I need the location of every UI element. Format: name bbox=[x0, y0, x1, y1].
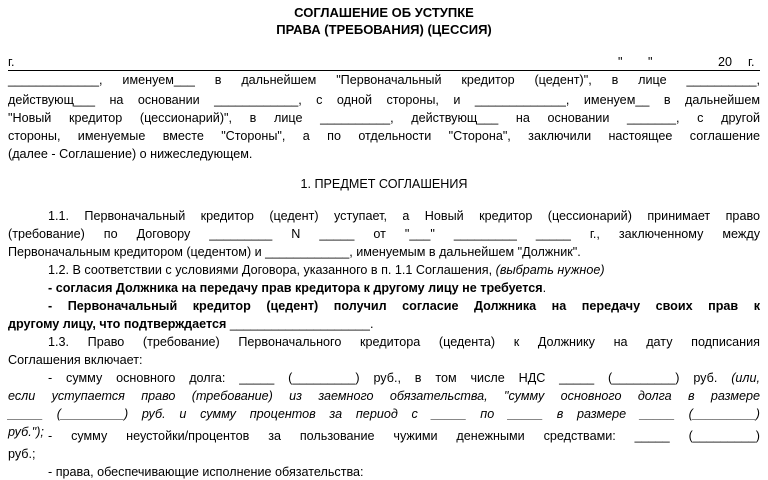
clause-1-2-line bbox=[48, 262, 760, 278]
option2-line1-text: - Первоначальный кредитор (цедент) получил согласие Должника на передачу своих прав к bbox=[48, 299, 760, 313]
clause-1-2-option1 bbox=[48, 280, 760, 296]
intro-line: (далее - Соглашение) о нижеследующем. bbox=[8, 147, 253, 161]
item-principal-italic: _____ (_________) руб. и сумму процентов за период с _____ по _____ в размере _____ (_________) bbox=[8, 407, 760, 421]
clause-1-2-option2-line1 bbox=[48, 298, 760, 314]
intro-line: стороны, именуемые вместе "Стороны", а по отдельности "Сторона", заключили настоящее соглашение bbox=[8, 129, 760, 143]
clause-1-2-option2-line2 bbox=[8, 316, 760, 332]
item-principal-note: (или, bbox=[731, 371, 760, 385]
item-principal-line3 bbox=[8, 406, 760, 422]
item-principal-italic: если уступается право (требование) из заемного обязательства, "сумму основного долга в размере bbox=[8, 389, 760, 403]
clause-1-2-note: (выбрать нужное) bbox=[495, 263, 605, 277]
date-year: 20 bbox=[718, 55, 733, 69]
clause-1-3-line2: Соглашения включает: bbox=[8, 353, 143, 367]
date-underline bbox=[8, 70, 760, 71]
document-title-line2: ПРАВА (ТРЕБОВАНИЯ) (ЦЕССИЯ) bbox=[276, 22, 492, 37]
document-title-line1: СОГЛАШЕНИЕ ОБ УСТУПКЕ bbox=[294, 5, 474, 20]
clause-1-1-line: Первоначальным кредитором (цедентом) и ____________, именуемым в дальнейшем "Должник". bbox=[8, 245, 581, 259]
item-penalty-line2: руб.; bbox=[8, 447, 36, 461]
date-quote-open: " bbox=[618, 55, 623, 69]
date-quote-close: " bbox=[648, 55, 653, 69]
option1-text: - согласия Должника на передачу прав кредитора к другому лицу не требуется bbox=[48, 281, 543, 295]
item-principal-italic: руб."); bbox=[8, 425, 44, 439]
item-securities-line1: - права, обеспечивающие исполнение обязательства: bbox=[48, 465, 364, 479]
clause-1-1-line: (требование) по Договору _________ N _____ от "___" _________ _____ г., заключенному между bbox=[8, 227, 760, 241]
clause-1-2-text: 1.2. В соответствии с условиями Договора, указанного в п. 1.1 Соглашения, bbox=[48, 263, 496, 277]
item-penalty-line1: - сумму неустойки/процентов за пользование чужими денежными средствами: _____ (_________) bbox=[48, 429, 760, 443]
intro-line: "Новый кредитор (цессионарий)", в лице __________, действующ___ на основании _______, с другой bbox=[8, 111, 760, 125]
clause-1-1-line: 1.1. Первоначальный кредитор (цедент) уступает, а Новый кредитор (цессионарий) принимает право bbox=[48, 209, 760, 223]
option2-line2-rest: ____________________. bbox=[226, 317, 374, 331]
date-year-suffix: г. bbox=[748, 55, 755, 69]
clause-1-3-line1: 1.3. Право (требование) Первоначального кредитора (цедента) к Должнику на дату подписания bbox=[48, 335, 760, 349]
item-principal-text: - сумму основного долга: _____ (_________) руб., в том числе НДС _____ (_________) руб. bbox=[48, 371, 732, 385]
intro-line: действующ___ на основании ____________, с одной стороны, и _____________, именуем__ в дальнейшем bbox=[8, 93, 760, 107]
item-principal-line2 bbox=[8, 388, 760, 404]
option2-line2-bold: другому лицу, что подтверждается bbox=[8, 317, 227, 331]
city-label: г. bbox=[8, 55, 15, 69]
section-1-heading: 1. ПРЕДМЕТ СОГЛАШЕНИЯ bbox=[300, 177, 468, 191]
date-row bbox=[8, 54, 760, 70]
intro-line: _____________, именуем___ в дальнейшем "Первоначальный кредитор (цедент)", в лице __________, bbox=[8, 73, 760, 87]
item-principal-line1 bbox=[48, 370, 760, 386]
option1-end: . bbox=[542, 281, 547, 295]
